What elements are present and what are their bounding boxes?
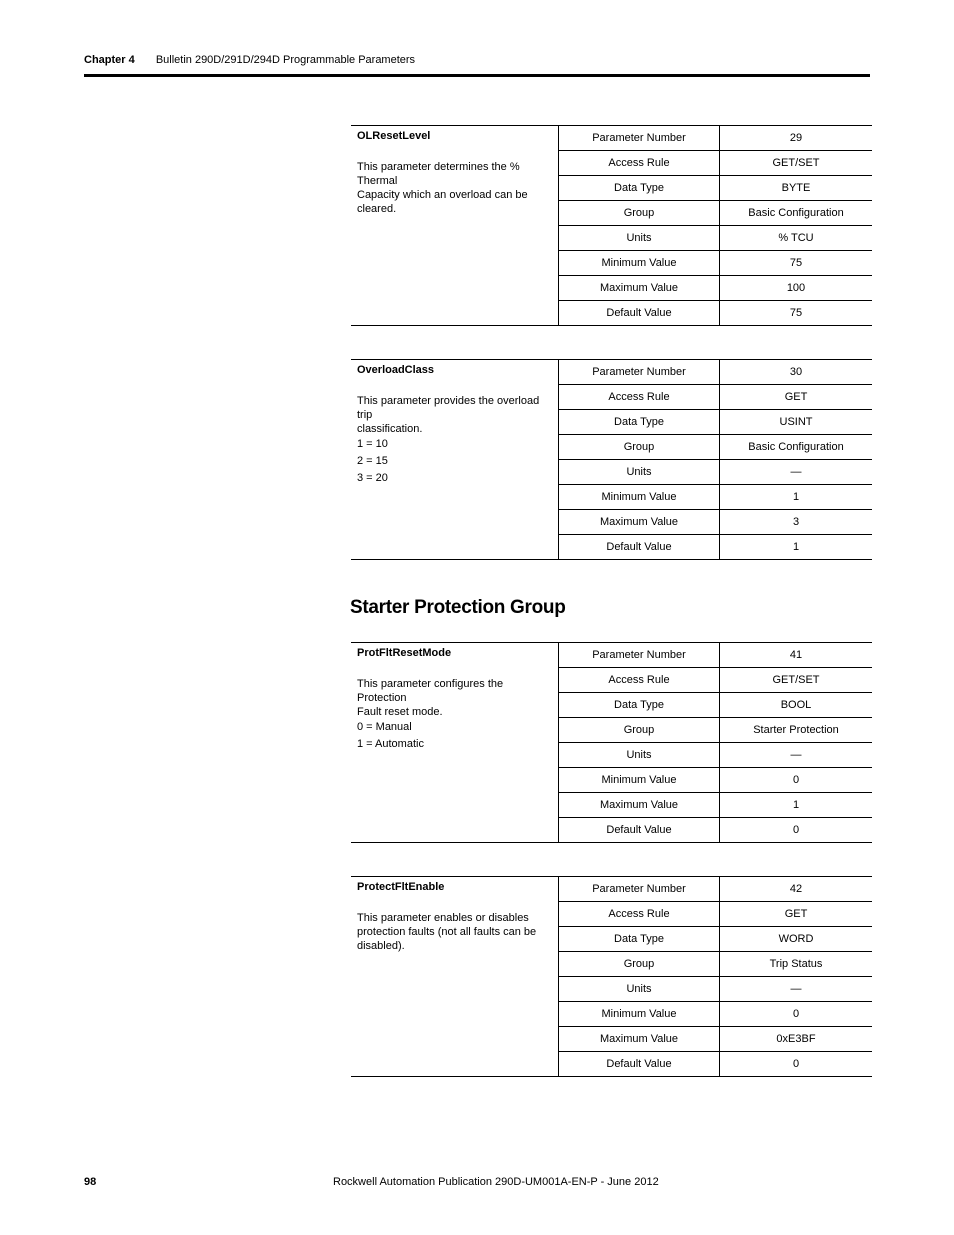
row-label: Access Rule (559, 668, 720, 693)
description-line: protection faults (not all faults can be (357, 926, 537, 938)
row-value: BOOL (720, 693, 873, 718)
option-line: 1 = Automatic (357, 738, 424, 750)
row-value: 29 (720, 126, 873, 151)
chapter-label: Chapter 4 (84, 54, 135, 66)
row-value: — (720, 460, 873, 485)
description-line: Fault reset mode. (357, 706, 443, 718)
row-label: Access Rule (559, 385, 720, 410)
description-line: This parameter enables or disables (357, 912, 529, 924)
parameter-description-cell (351, 360, 559, 560)
parameter-table (351, 642, 872, 843)
row-label: Minimum Value (559, 485, 720, 510)
row-label: Default Value (559, 535, 720, 560)
parameter-description-cell (351, 877, 559, 1077)
row-value: % TCU (720, 226, 873, 251)
parameter-row (351, 877, 872, 902)
option-line: 0 = Manual (357, 721, 412, 733)
row-value: 1 (720, 535, 873, 560)
row-value: 0 (720, 1052, 873, 1077)
parameter-row (351, 360, 872, 385)
row-label: Data Type (559, 176, 720, 201)
publication-info: Rockwell Automation Publication 290D-UM001A-EN-P - June 2012 (333, 1176, 659, 1188)
row-label: Group (559, 952, 720, 977)
parameter-row (351, 126, 872, 151)
row-label: Minimum Value (559, 768, 720, 793)
row-value: Basic Configuration (720, 435, 873, 460)
row-label: Maximum Value (559, 1027, 720, 1052)
row-label: Access Rule (559, 151, 720, 176)
option-line: 2 = 15 (357, 455, 388, 467)
row-value: 41 (720, 643, 873, 668)
row-value: 30 (720, 360, 873, 385)
parameter-name: ProtectFltEnable (357, 881, 445, 893)
description-line: This parameter configures the Protection (357, 678, 504, 704)
parameter-name: OverloadClass (357, 364, 435, 376)
parameter-table (351, 125, 872, 326)
row-label: Group (559, 718, 720, 743)
row-value: GET (720, 902, 873, 927)
row-value: GET/SET (720, 151, 873, 176)
row-value: 75 (720, 301, 873, 326)
row-value: 75 (720, 251, 873, 276)
row-label: Data Type (559, 693, 720, 718)
row-value: 0xE3BF (720, 1027, 873, 1052)
description-line: disabled). (357, 940, 405, 952)
row-label: Minimum Value (559, 251, 720, 276)
option-line: 1 = 10 (357, 438, 388, 450)
row-label: Maximum Value (559, 510, 720, 535)
row-label: Parameter Number (559, 126, 720, 151)
row-value: 0 (720, 818, 873, 843)
row-label: Group (559, 435, 720, 460)
header-rule (84, 74, 870, 77)
parameter-table (351, 876, 872, 1077)
parameter-table (351, 359, 872, 560)
parameter-name: ProtFltResetMode (357, 647, 452, 659)
row-label: Access Rule (559, 902, 720, 927)
parameter-row (351, 643, 872, 668)
row-label: Parameter Number (559, 643, 720, 668)
row-label: Default Value (559, 1052, 720, 1077)
description-line: This parameter provides the overload trip (357, 395, 540, 421)
row-value: — (720, 743, 873, 768)
row-value: Trip Status (720, 952, 873, 977)
parameter-description-cell (351, 126, 559, 326)
row-label: Group (559, 201, 720, 226)
description-line: Capacity which an overload can be cleared. (357, 189, 528, 215)
row-label: Data Type (559, 410, 720, 435)
header-title: Bulletin 290D/291D/294D Programmable Parameters (155, 54, 416, 66)
row-value: 1 (720, 793, 873, 818)
row-value: 0 (720, 1002, 873, 1027)
row-value: Starter Protection (720, 718, 873, 743)
row-value: GET (720, 385, 873, 410)
row-value: GET/SET (720, 668, 873, 693)
row-label: Minimum Value (559, 1002, 720, 1027)
row-label: Maximum Value (559, 276, 720, 301)
row-value: 1 (720, 485, 873, 510)
row-label: Data Type (559, 927, 720, 952)
page-header (84, 54, 415, 66)
row-label: Units (559, 460, 720, 485)
row-value: — (720, 977, 873, 1002)
row-value: 100 (720, 276, 873, 301)
row-label: Parameter Number (559, 360, 720, 385)
row-label: Default Value (559, 818, 720, 843)
description-line: This parameter determines the % Thermal (357, 161, 520, 187)
row-value: BYTE (720, 176, 873, 201)
row-value: 0 (720, 768, 873, 793)
description-line: classification. (357, 423, 423, 435)
row-value: Basic Configuration (720, 201, 873, 226)
row-label: Units (559, 977, 720, 1002)
row-value: 42 (720, 877, 873, 902)
row-label: Parameter Number (559, 877, 720, 902)
parameter-description-cell (351, 643, 559, 843)
row-value: USINT (720, 410, 873, 435)
row-value: 3 (720, 510, 873, 535)
option-line: 3 = 20 (357, 472, 388, 484)
page-number: 98 (84, 1176, 97, 1188)
row-label: Units (559, 743, 720, 768)
row-label: Units (559, 226, 720, 251)
row-value: WORD (720, 927, 873, 952)
row-label: Maximum Value (559, 793, 720, 818)
section-title: Starter Protection Group (350, 597, 566, 618)
row-label: Default Value (559, 301, 720, 326)
parameter-name: OLResetLevel (357, 130, 431, 142)
